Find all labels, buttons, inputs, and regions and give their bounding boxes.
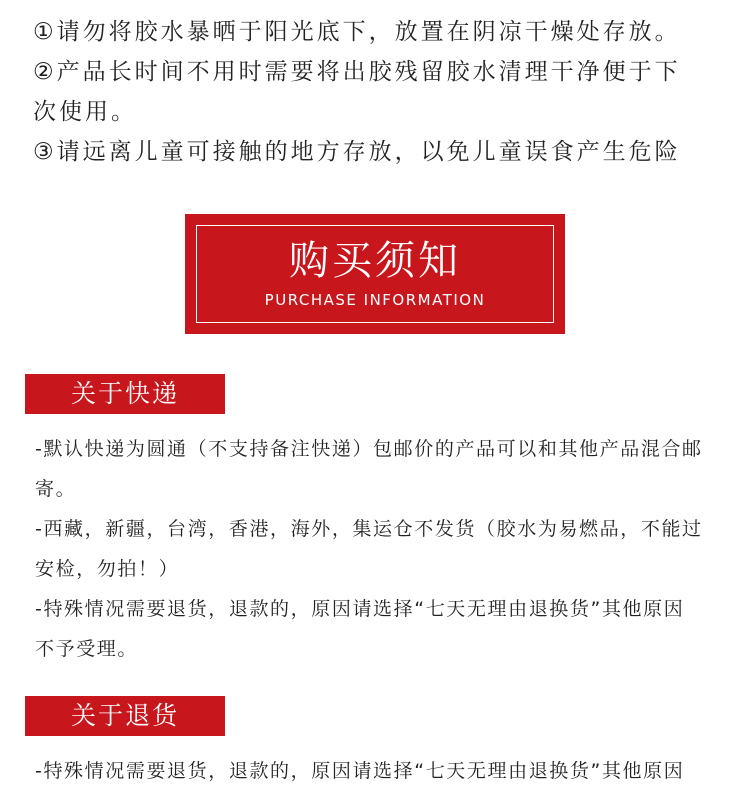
express-section-header: 关于快递 — [25, 374, 225, 414]
express-line: -特殊情况需要退货，退款的，原因请选择“七天无理由退换货”其他原因 — [35, 598, 685, 620]
returns-section-header: 关于退货 — [25, 696, 225, 736]
express-line: -西藏，新疆，台湾，香港，海外，集运仓不发货（胶水为易燃品，不能过 — [35, 518, 703, 540]
banner-title: 购买须知 — [289, 238, 461, 284]
note-line: ②产品长时间不用时需要将出胶残留胶水清理干净便于下 — [33, 59, 681, 85]
purchase-info-banner — [185, 214, 565, 334]
returns-line: -特殊情况需要退货，退款的，原因请选择“七天无理由退换货”其他原因 — [35, 760, 685, 782]
express-line: -默认快递为圆通（不支持备注快递）包邮价的产品可以和其他产品混合邮 — [35, 438, 703, 460]
express-line: 安检，勿拍！） — [35, 558, 180, 580]
banner-subtitle: PURCHASE INFORMATION — [264, 291, 486, 309]
usage-notes — [33, 12, 733, 172]
banner-frame — [196, 225, 554, 323]
note-line: ③请远离儿童可接触的地方存放，以免儿童误食产生危险 — [33, 139, 681, 165]
note-line: ①请勿将胶水暴晒于阳光底下，放置在阴凉干燥处存放。 — [33, 19, 681, 45]
returns-section-body — [35, 751, 725, 791]
express-section-body — [35, 429, 725, 669]
express-line: 寄。 — [35, 478, 77, 500]
express-line: 不予受理。 — [35, 638, 139, 660]
note-line: 次使用。 — [33, 99, 137, 125]
